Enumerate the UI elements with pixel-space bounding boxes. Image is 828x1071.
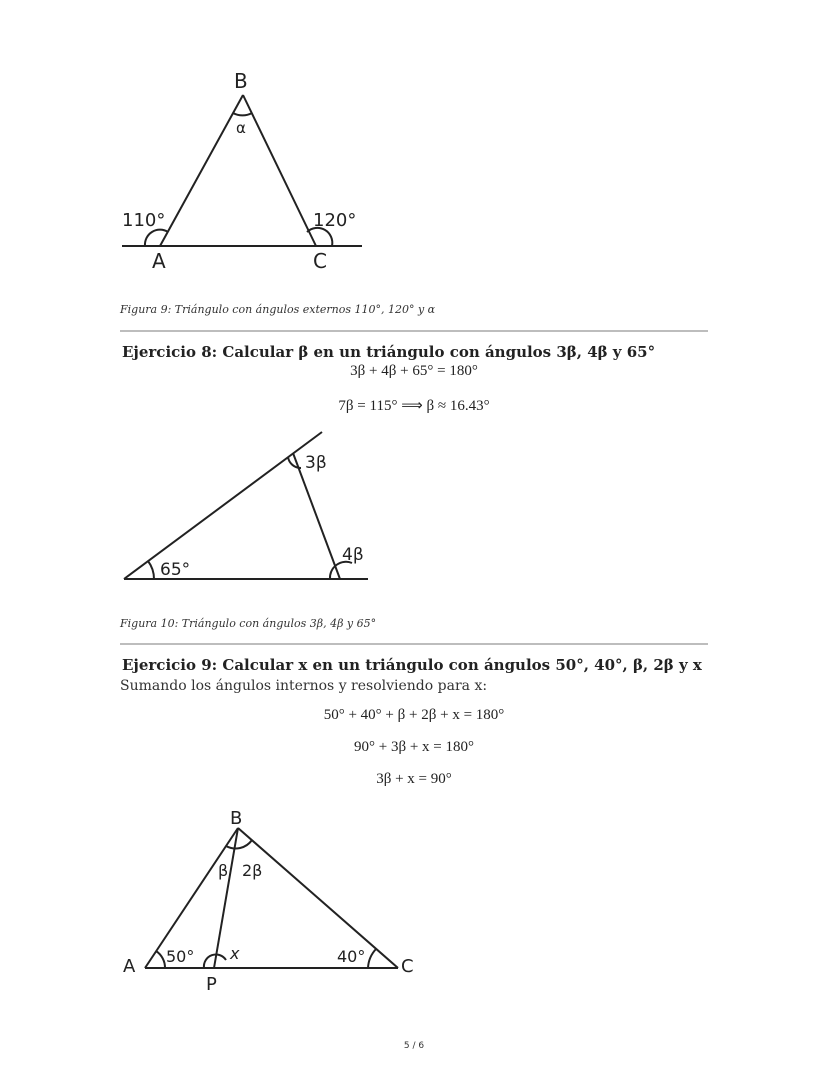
- divider: [120, 643, 708, 645]
- vertex-label-a: A: [123, 956, 136, 977]
- angle-label-65: 65°: [160, 560, 191, 580]
- figure-9-caption: Figura 9: Triángulo con ángulos externos 110°, 120° y α: [120, 303, 436, 316]
- equation: 50° + 40° + β + 2β + x = 180°: [323, 707, 505, 723]
- equation: 3β + 4β + 65° = 180°: [350, 363, 478, 379]
- angle-label-alpha: α: [236, 119, 246, 137]
- vertex-label-a: A: [152, 249, 166, 273]
- angle-label-3beta: 3β: [305, 453, 327, 473]
- vertex-label-p: P: [206, 974, 217, 995]
- exercise-9-intro: Sumando los ángulos internos y resolviendo para x:: [120, 678, 488, 694]
- vertex-label-b: B: [230, 808, 243, 829]
- figure-triangle-bisector: [0, 800, 828, 1000]
- angle-label-40: 40°: [337, 947, 366, 966]
- angle-label-110: 110°: [122, 210, 166, 231]
- vertex-label-c: C: [313, 249, 327, 273]
- figure-triangle-external-angles: [0, 0, 828, 290]
- angle-label-beta: β: [218, 861, 229, 880]
- vertex-label-b: B: [234, 69, 248, 93]
- exercise-9-heading: Ejercicio 9: Calcular x en un triángulo con ángulos 50°, 40°, β, 2β y x: [122, 656, 702, 674]
- angle-label-50: 50°: [166, 947, 195, 966]
- angle-label-x: x: [230, 944, 240, 963]
- page-number: 5 / 6: [403, 1041, 425, 1051]
- figure-triangle-beta: [0, 420, 828, 600]
- equation: 90° + 3β + x = 180°: [353, 739, 474, 755]
- divider: [120, 330, 708, 332]
- exercise-8-heading: Ejercicio 8: Calcular β en un triángulo con ángulos 3β, 4β y 65°: [122, 343, 656, 361]
- angle-label-2beta: 2β: [242, 861, 263, 880]
- angle-label-4beta: 4β: [342, 545, 364, 565]
- equation: 3β + x = 90°: [376, 771, 452, 787]
- figure-10-caption: Figura 10: Triángulo con ángulos 3β, 4β y 65°: [120, 617, 377, 630]
- equation: 7β = 115° ⟹ β ≈ 16.43°: [338, 398, 490, 414]
- angle-label-120: 120°: [313, 210, 357, 231]
- vertex-label-c: C: [401, 956, 414, 977]
